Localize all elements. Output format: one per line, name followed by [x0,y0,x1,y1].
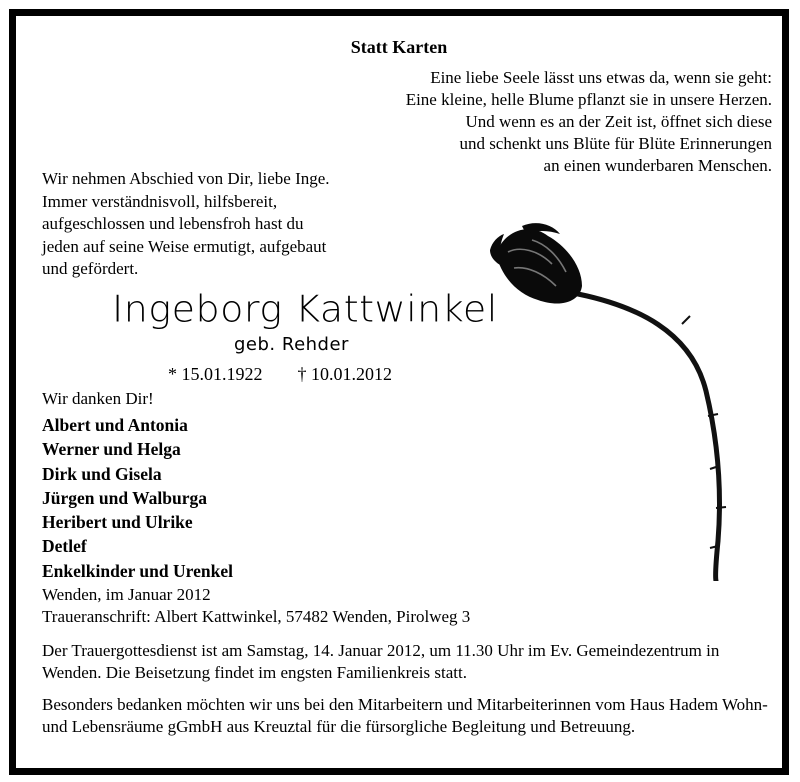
farewell-line: und gefördert. [42,259,139,278]
thanks-line: Wir danken Dir! [42,389,154,408]
maiden-name: geb. Rehder [234,334,349,355]
family-list [42,413,233,583]
family-member: Jürgen und Walburga [42,487,208,508]
farewell-line: Immer verständnisvoll, hilfsbereit, [42,191,278,211]
deceased-name: Ingeborg Kattwinkel [112,288,498,330]
family-member: Detlef [42,536,87,557]
life-dates [168,364,392,385]
rose-icon [486,216,746,581]
gratitude-info: Besonders bedanken möchten wir uns bei den Mitarbeitern und Mitarbeiterinnen vom Haus Hadem Wohn- und Lebensräume gGmbH aus Kreuztal für die fürsorgliche Begleitung und Betreuung. [42,695,768,736]
family-member: Dirk und Gisela [42,463,162,484]
poem-line: Und wenn es an der Zeit ist, öffnet sich diese [465,112,772,131]
place-and-address [42,584,470,628]
farewell-line: jeden auf seine Weise ermutigt, aufgebaut [42,236,327,256]
poem-line: Eine liebe Seele lässt uns etwas da, wenn sie geht: [430,68,772,87]
place-date: Wenden, im Januar 2012 [42,585,211,604]
family-member: Albert und Antonia [42,415,188,435]
farewell-text [42,168,382,281]
poem [352,67,772,177]
family-member: Heribert und Ulrike [42,512,193,533]
birth-date: * 15.01.1922 [168,364,263,384]
obituary-notice [9,9,789,775]
mourning-address: Traueranschrift: Albert Kattwinkel, 57482 Wenden, Pirolweg 3 [42,607,471,626]
poem-line: Eine kleine, helle Blume pflanzt sie in unsere Herzen. [405,90,772,109]
notice-heading: Statt Karten [350,37,448,57]
family-member: Werner und Helga [42,439,181,460]
poem-line: an einen wunderbaren Menschen. [543,156,772,175]
farewell-line: Wir nehmen Abschied von Dir, liebe Inge. [42,169,330,188]
farewell-line: aufgeschlossen und lebensfroh hast du [42,214,304,233]
poem-line: und schenkt uns Blüte für Blüte Erinnerungen [459,134,772,153]
family-member: Enkelkinder und Urenkel [42,560,233,581]
death-date: † 10.01.2012 [297,364,392,384]
service-info: Der Trauergottesdienst ist am Samstag, 14. Januar 2012, um 11.30 Uhr im Ev. Gemeindezentrum in Wenden. Die Beisetzung findet im engsten Familienkreis statt. [42,641,720,682]
